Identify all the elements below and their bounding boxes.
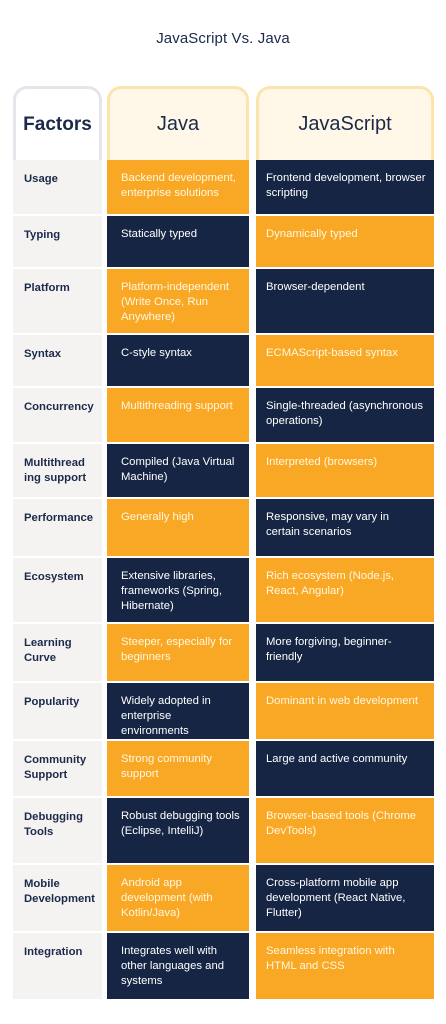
- page-title: JavaScript Vs. Java: [156, 30, 290, 47]
- javascript-cell: Responsive, may vary in certain scenarios: [256, 499, 434, 556]
- factor-cell: Multithread ing support: [13, 444, 102, 497]
- factor-cell: Integration: [13, 933, 102, 999]
- factor-cell: Learning Curve: [13, 624, 102, 681]
- factor-cell: Performance: [13, 499, 102, 556]
- table-row: [0, 216, 446, 267]
- java-cell: Multithreading support: [107, 388, 249, 442]
- factor-cell: Platform: [13, 269, 102, 333]
- table-row: [0, 683, 446, 739]
- table-row: [0, 388, 446, 442]
- java-cell: Robust debugging tools (Eclipse, IntelliJ): [107, 798, 249, 863]
- table-row: [0, 160, 446, 214]
- javascript-cell: Browser-based tools (Chrome DevTools): [256, 798, 434, 863]
- factor-cell: Usage: [13, 160, 102, 214]
- javascript-cell: Seamless integration with HTML and CSS: [256, 933, 434, 999]
- javascript-cell: Cross-platform mobile app development (React Native, Flutter): [256, 865, 434, 931]
- java-cell: Backend development, enterprise solutions: [107, 160, 249, 214]
- javascript-cell: Rich ecosystem (Node.js, React, Angular): [256, 558, 434, 622]
- java-cell: Extensive libraries, frameworks (Spring, Hibernate): [107, 558, 249, 622]
- javascript-cell: Frontend development, browser scripting: [256, 160, 434, 214]
- table-row: [0, 499, 446, 556]
- javascript-cell: ECMAScript-based syntax: [256, 335, 434, 386]
- factor-cell: Popularity: [13, 683, 102, 739]
- java-cell: C-style syntax: [107, 335, 249, 386]
- factor-cell: Community Support: [13, 741, 102, 796]
- header-java: Java: [107, 86, 249, 160]
- header-factors: Factors: [13, 86, 102, 160]
- table-row: [0, 558, 446, 622]
- factor-cell: Typing: [13, 216, 102, 267]
- header-javascript: JavaScript: [256, 86, 434, 160]
- javascript-cell: Dominant in web development: [256, 683, 434, 739]
- java-cell: Platform-independent (Write Once, Run Anywhere): [107, 269, 249, 333]
- javascript-cell: Dynamically typed: [256, 216, 434, 267]
- factor-cell: Mobile Development: [13, 865, 102, 931]
- table-row: [0, 933, 446, 999]
- java-cell: Steeper, especially for beginners: [107, 624, 249, 681]
- javascript-cell: Single-threaded (asynchronous operations): [256, 388, 434, 442]
- javascript-cell: Browser-dependent: [256, 269, 434, 333]
- factor-cell: Debugging Tools: [13, 798, 102, 863]
- java-cell: Compiled (Java Virtual Machine): [107, 444, 249, 497]
- java-cell: Widely adopted in enterprise environments: [107, 683, 249, 739]
- table-row: [0, 269, 446, 333]
- java-cell: Integrates well with other languages and systems: [107, 933, 249, 999]
- table-row: [0, 741, 446, 796]
- table-row: [0, 444, 446, 497]
- javascript-cell: Interpreted (browsers): [256, 444, 434, 497]
- javascript-cell: Large and active community: [256, 741, 434, 796]
- java-cell: Statically typed: [107, 216, 249, 267]
- java-cell: Generally high: [107, 499, 249, 556]
- table-row: [0, 335, 446, 386]
- factor-cell: Syntax: [13, 335, 102, 386]
- table-row: [0, 624, 446, 681]
- factor-cell: Ecosystem: [13, 558, 102, 622]
- java-cell: Android app development (with Kotlin/Java): [107, 865, 249, 931]
- factor-cell: Concurrency: [13, 388, 102, 442]
- table-row: [0, 798, 446, 863]
- java-cell: Strong community support: [107, 741, 249, 796]
- table-row: [0, 865, 446, 931]
- javascript-cell: More forgiving, beginner-friendly: [256, 624, 434, 681]
